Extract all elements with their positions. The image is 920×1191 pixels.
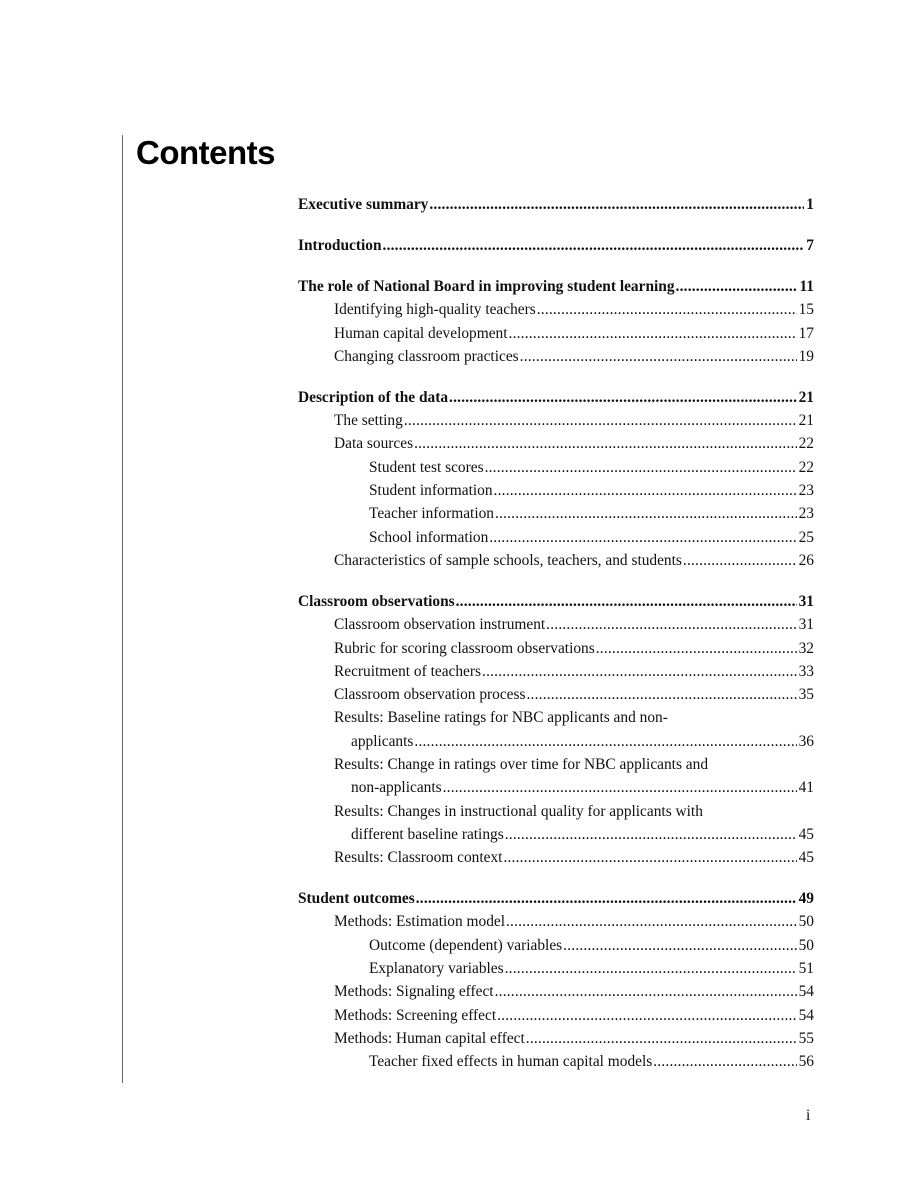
toc-entry[interactable] <box>298 937 814 960</box>
toc-page: 7 <box>806 236 814 254</box>
toc-entry[interactable] <box>298 482 814 505</box>
toc-page: 41 <box>798 779 814 797</box>
toc-page: 33 <box>798 662 814 680</box>
toc-page: 21 <box>798 412 814 430</box>
page-number: i <box>806 1107 811 1124</box>
toc-title: Outcome (dependent) variables <box>369 936 563 954</box>
toc-entry-wrapped[interactable] <box>298 803 814 850</box>
toc-entry[interactable] <box>298 325 814 348</box>
toc-page: 56 <box>798 1053 814 1071</box>
toc-page: 51 <box>798 960 814 978</box>
toc-page: 15 <box>798 301 814 319</box>
toc-entry[interactable] <box>298 348 814 371</box>
toc-page: 45 <box>798 825 814 843</box>
toc-title: Explanatory variables <box>369 960 504 978</box>
toc-page: 23 <box>798 482 814 500</box>
toc-page: 32 <box>798 639 814 657</box>
toc-page: 21 <box>798 388 814 406</box>
toc-entry[interactable] <box>298 849 814 872</box>
toc-page: 54 <box>798 983 814 1001</box>
toc-page: 17 <box>798 324 814 342</box>
toc-title: The role of National Board in improving student learning <box>298 277 675 295</box>
toc-title: Methods: Human capital effect <box>334 1029 525 1047</box>
toc-page: 35 <box>798 686 814 704</box>
toc-entry[interactable] <box>298 913 814 936</box>
toc-entry[interactable] <box>298 1053 814 1076</box>
toc-title: Methods: Screening effect <box>334 1006 497 1024</box>
toc-title: Teacher information <box>369 505 494 523</box>
margin-rule <box>122 135 123 1083</box>
toc-title: Introduction <box>298 236 382 254</box>
toc-title: Identifying high-quality teachers <box>334 301 536 319</box>
toc-entry[interactable] <box>298 663 814 686</box>
toc-title-line2: non-applicants <box>351 779 442 797</box>
toc-page: 50 <box>798 936 814 954</box>
toc-title: Methods: Signaling effect <box>334 983 494 1001</box>
toc-page: 22 <box>798 435 814 453</box>
toc-title-line1: Results: Baseline ratings for NBC applicants and non- <box>334 709 668 727</box>
toc-title: Student outcomes <box>298 890 415 908</box>
toc-entry-wrapped[interactable] <box>298 709 814 756</box>
toc-title: Teacher fixed effects in human capital models <box>369 1053 653 1071</box>
toc-entry[interactable] <box>298 459 814 482</box>
toc-page: 31 <box>798 616 814 634</box>
toc-entry[interactable] <box>298 616 814 639</box>
toc-page: 11 <box>799 277 814 295</box>
toc-page: 55 <box>798 1029 814 1047</box>
toc-page: 45 <box>798 849 814 867</box>
toc-title: Human capital development <box>334 324 508 342</box>
toc-title: Rubric for scoring classroom observations <box>334 639 595 657</box>
toc-page: 54 <box>798 1006 814 1024</box>
toc-page: 49 <box>798 890 814 908</box>
toc-title: Data sources <box>334 435 414 453</box>
toc-entry[interactable] <box>298 1030 814 1053</box>
toc-title: Student information <box>369 482 493 500</box>
toc-page: 36 <box>798 732 814 750</box>
toc-title: Classroom observations <box>298 592 455 610</box>
toc-title: Recruitment of teachers <box>334 662 482 680</box>
toc-page: 23 <box>798 505 814 523</box>
toc-entry-introduction[interactable] <box>298 237 814 260</box>
toc-entry-description-of-data[interactable] <box>298 389 814 412</box>
toc-title: Results: Classroom context <box>334 849 503 867</box>
toc-entry[interactable] <box>298 983 814 1006</box>
toc-page: 19 <box>798 347 814 365</box>
toc-entry[interactable] <box>298 412 814 435</box>
toc-entry-classroom-observations[interactable] <box>298 593 814 616</box>
toc-title: Methods: Estimation model <box>334 913 505 931</box>
toc-title-line2: applicants <box>351 732 414 750</box>
toc-page: 31 <box>798 592 814 610</box>
toc-title: Classroom observation instrument <box>334 616 546 634</box>
page-title: Contents <box>136 134 275 171</box>
toc-entry[interactable] <box>298 640 814 663</box>
toc-title: Changing classroom practices <box>334 347 519 365</box>
toc-entry[interactable] <box>298 1007 814 1030</box>
toc-title: Student test scores <box>369 458 484 476</box>
toc-title: School information <box>369 528 489 546</box>
table-of-contents <box>298 196 814 1077</box>
toc-title: Characteristics of sample schools, teachers, and students <box>334 551 682 569</box>
toc-title: Description of the data <box>298 388 449 406</box>
toc-entry[interactable] <box>298 301 814 324</box>
toc-title-line2: different baseline ratings <box>351 825 504 843</box>
toc-entry[interactable] <box>298 552 814 575</box>
toc-page: 26 <box>798 551 814 569</box>
toc-entry[interactable] <box>298 686 814 709</box>
toc-title: Classroom observation process <box>334 686 526 704</box>
toc-page: 50 <box>798 913 814 931</box>
toc-entry-role-of-national-board[interactable] <box>298 278 814 301</box>
toc-entry-wrapped[interactable] <box>298 756 814 803</box>
toc-entry[interactable] <box>298 505 814 528</box>
toc-entry[interactable] <box>298 435 814 458</box>
toc-entry-executive-summary[interactable] <box>298 196 814 219</box>
toc-page: 22 <box>798 458 814 476</box>
toc-entry-student-outcomes[interactable] <box>298 890 814 913</box>
toc-title: The setting <box>334 412 403 430</box>
toc-title-line1: Results: Changes in instructional quality for applicants with <box>334 802 703 820</box>
toc-entry[interactable] <box>298 529 814 552</box>
toc-page: 25 <box>798 528 814 546</box>
toc-entry[interactable] <box>298 960 814 983</box>
toc-title: Executive summary <box>298 196 429 213</box>
toc-page: 1 <box>806 196 814 213</box>
toc-title-line1: Results: Change in ratings over time for NBC applicants and <box>334 755 709 773</box>
